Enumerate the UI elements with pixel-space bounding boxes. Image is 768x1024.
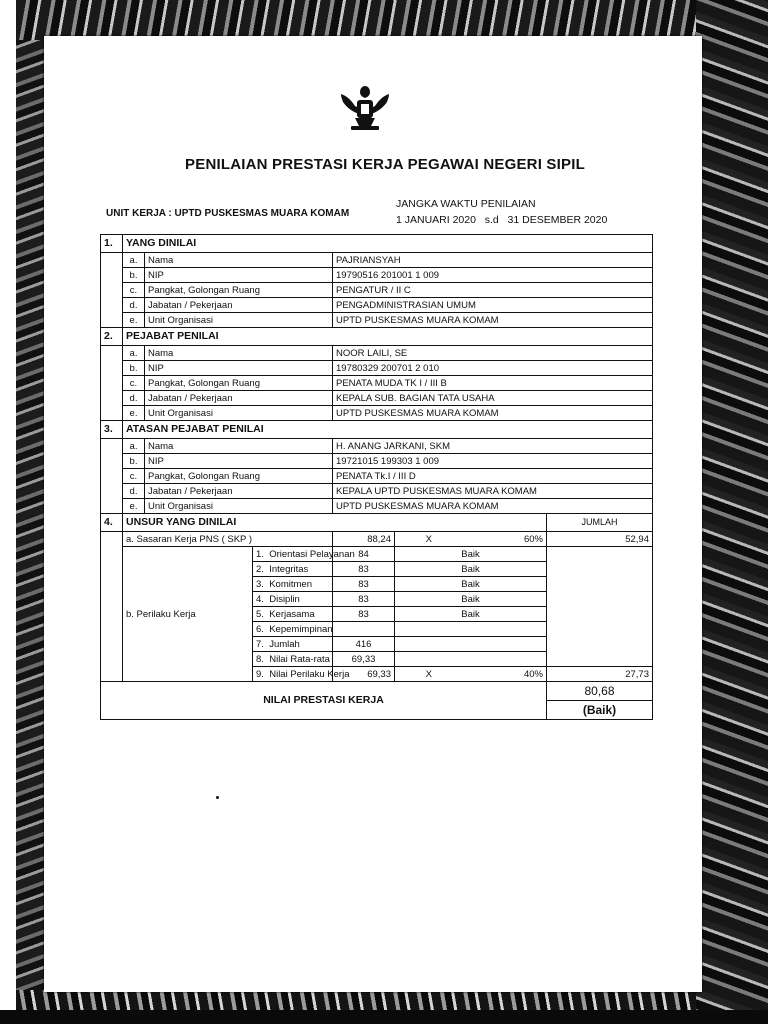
perilaku-item-no: 7. xyxy=(256,638,264,650)
row-label: Jabatan / Pekerjaan xyxy=(145,484,333,499)
perilaku-item-grade xyxy=(395,622,547,637)
row-value: 19790516 201001 1 009 xyxy=(333,268,653,283)
row-label: NIP xyxy=(145,361,333,376)
skp-total: 52,94 xyxy=(547,532,653,547)
perilaku-item-name: Disiplin xyxy=(269,593,300,605)
background-texture-top xyxy=(16,0,696,40)
row-value: H. ANANG JARKANI, SKM xyxy=(333,439,653,454)
perilaku-item-score: 83 xyxy=(333,607,395,622)
section2-row xyxy=(101,361,653,376)
margin-strip xyxy=(0,0,16,1024)
row-label: Jabatan / Pekerjaan xyxy=(145,391,333,406)
perilaku-item-name: Komitmen xyxy=(269,578,312,590)
perilaku-item-label xyxy=(253,652,333,667)
section1-title: YANG DINILAI xyxy=(123,235,653,253)
section3-title: ATASAN PEJABAT PENILAI xyxy=(123,421,653,439)
row-value: KEPALA UPTD PUSKESMAS MUARA KOMAM xyxy=(333,484,653,499)
nilai-perilaku-multiplier: X xyxy=(395,667,463,682)
row-letter: c. xyxy=(123,283,145,298)
section3-indent xyxy=(101,439,123,514)
skp-value: 88,24 xyxy=(333,532,395,547)
section3-header xyxy=(101,421,653,439)
section1-indent xyxy=(101,253,123,328)
perilaku-item-grade: Baik xyxy=(395,577,547,592)
perilaku-item-name: Integritas xyxy=(269,563,309,575)
perilaku-item-score xyxy=(333,622,395,637)
perilaku-item-score: 83 xyxy=(333,562,395,577)
background-texture-right xyxy=(694,0,768,1024)
row-value: 19780329 200701 2 010 xyxy=(333,361,653,376)
row-value: NOOR LAILI, SE xyxy=(333,346,653,361)
assessment-table xyxy=(100,234,653,720)
row-letter: c. xyxy=(123,469,145,484)
section1-row xyxy=(101,298,653,313)
section2-row xyxy=(101,346,653,361)
row-label: NIP xyxy=(145,268,333,283)
row-value: 19721015 199303 1 009 xyxy=(333,454,653,469)
perilaku-item-grade xyxy=(395,637,547,652)
section3-row xyxy=(101,454,653,469)
garuda-emblem-icon xyxy=(337,80,393,136)
row-letter: a. xyxy=(123,253,145,268)
section1-row xyxy=(101,283,653,298)
perilaku-item-no: 8. xyxy=(256,653,264,665)
period-separator: s.d xyxy=(484,214,499,226)
perilaku-item-name: Kerjasama xyxy=(269,608,315,620)
perilaku-item-no: 6. xyxy=(256,623,264,635)
perilaku-item-name: Kepemimpinan xyxy=(269,623,333,635)
section2-row xyxy=(101,391,653,406)
row-letter: e. xyxy=(123,406,145,421)
section1-row xyxy=(101,268,653,283)
section1-header xyxy=(101,235,653,253)
row-value: PENGATUR / II C xyxy=(333,283,653,298)
section2-row xyxy=(101,406,653,421)
row-label: Nama xyxy=(145,346,333,361)
row-value: PAJRIANSYAH xyxy=(333,253,653,268)
perilaku-item-no: 4. xyxy=(256,593,264,605)
section2-indent xyxy=(101,346,123,421)
nilai-perilaku-total: 27,73 xyxy=(547,667,653,682)
section3-number: 3. xyxy=(101,421,123,439)
row-letter: a. xyxy=(123,439,145,454)
nilai-perilaku-score: 69,33 xyxy=(333,667,395,682)
perilaku-item-score: 83 xyxy=(333,577,395,592)
perilaku-item-grade xyxy=(395,652,547,667)
row-label: Pangkat, Golongan Ruang xyxy=(145,376,333,391)
row-letter: b. xyxy=(123,361,145,376)
perilaku-item-score: 84 xyxy=(333,547,395,562)
perilaku-item-name: Orientasi Pelayanan xyxy=(269,548,355,560)
perilaku-item-label xyxy=(253,637,333,652)
row-value: KEPALA SUB. BAGIAN TATA USAHA xyxy=(333,391,653,406)
paper-speck xyxy=(216,796,219,799)
section4-indent xyxy=(101,532,123,682)
period-dates xyxy=(396,212,607,228)
perilaku-kerja-label: b. Perilaku Kerja xyxy=(123,547,253,682)
row-value: PENATA Tk.I / III D xyxy=(333,469,653,484)
row-letter: b. xyxy=(123,454,145,469)
row-letter: d. xyxy=(123,391,145,406)
row-label: Unit Organisasi xyxy=(145,313,333,328)
perilaku-item-label xyxy=(253,547,355,562)
period-end: 31 DESEMBER 2020 xyxy=(507,214,608,226)
background-bottom-strip xyxy=(0,1010,768,1024)
row-value: PENATA MUDA TK I / III B xyxy=(333,376,653,391)
nilai-perilaku-no: 9. xyxy=(256,668,264,680)
row-value: UPTD PUSKESMAS MUARA KOMAM xyxy=(333,313,653,328)
nilai-perilaku-label xyxy=(253,667,350,682)
section2-title: PEJABAT PENILAI xyxy=(123,328,653,346)
row-value: PENGADMINISTRASIAN UMUM xyxy=(333,298,653,313)
perilaku-item-name: Jumlah xyxy=(269,638,300,650)
period-start: 1 JANUARI 2020 xyxy=(396,214,476,226)
nilai-perilaku-name: Nilai Perilaku Kerja xyxy=(269,668,350,680)
section2-number: 2. xyxy=(101,328,123,346)
perilaku-item-label xyxy=(253,622,333,637)
row-letter: a. xyxy=(123,346,145,361)
perilaku-row xyxy=(101,547,653,562)
row-label: Nama xyxy=(145,439,333,454)
section2-row xyxy=(101,376,653,391)
final-score-grade: (Baik) xyxy=(547,701,653,720)
perilaku-item-no: 1. xyxy=(256,548,264,560)
row-label: Unit Organisasi xyxy=(145,406,333,421)
final-score-value: 80,68 xyxy=(547,682,653,701)
row-letter: e. xyxy=(123,499,145,514)
section4-number: 4. xyxy=(101,514,123,532)
perilaku-item-label xyxy=(253,607,333,622)
row-value: UPTD PUSKESMAS MUARA KOMAM xyxy=(333,406,653,421)
nilai-prestasi-kerja-label: NILAI PRESTASI KERJA xyxy=(101,682,547,720)
row-value: UPTD PUSKESMAS MUARA KOMAM xyxy=(333,499,653,514)
row-letter: e. xyxy=(123,313,145,328)
row-label: Unit Organisasi xyxy=(145,499,333,514)
final-score-row xyxy=(101,682,653,701)
perilaku-blank-cell xyxy=(547,547,653,667)
unit-kerja-label: UNIT KERJA : UPTD PUSKESMAS MUARA KOMAM xyxy=(106,208,350,219)
jumlah-header: JUMLAH xyxy=(547,514,653,532)
row-label: Jabatan / Pekerjaan xyxy=(145,298,333,313)
row-label: Nama xyxy=(145,253,333,268)
perilaku-item-label xyxy=(253,562,333,577)
row-letter: c. xyxy=(123,376,145,391)
skp-label: a. Sasaran Kerja PNS ( SKP ) xyxy=(123,532,333,547)
section1-row xyxy=(101,253,653,268)
section3-row xyxy=(101,499,653,514)
section3-row xyxy=(101,469,653,484)
skp-multiplier: X xyxy=(395,532,463,547)
perilaku-item-grade: Baik xyxy=(395,562,547,577)
section3-row xyxy=(101,439,653,454)
perilaku-item-no: 5. xyxy=(256,608,264,620)
section1-row xyxy=(101,313,653,328)
perilaku-item-grade: Baik xyxy=(395,592,547,607)
perilaku-item-name: Nilai Rata-rata xyxy=(269,653,330,665)
nilai-perilaku-percentage: 40% xyxy=(463,667,547,682)
row-letter: d. xyxy=(123,298,145,313)
background-texture-left xyxy=(16,0,44,1024)
skp-row xyxy=(101,532,653,547)
row-label: Pangkat, Golongan Ruang xyxy=(145,283,333,298)
perilaku-item-grade: Baik xyxy=(395,547,547,562)
perilaku-item-score: 416 xyxy=(333,637,395,652)
document-title: PENILAIAN PRESTASI KERJA PEGAWAI NEGERI SIPIL xyxy=(185,156,585,173)
perilaku-item-label xyxy=(253,577,333,592)
section4-header xyxy=(101,514,653,532)
period-label: JANGKA WAKTU PENILAIAN xyxy=(396,198,536,210)
perilaku-item-no: 3. xyxy=(256,578,264,590)
row-letter: b. xyxy=(123,268,145,283)
section2-header xyxy=(101,328,653,346)
row-label: Pangkat, Golongan Ruang xyxy=(145,469,333,484)
skp-percentage: 60% xyxy=(463,532,547,547)
section4-title: UNSUR YANG DINILAI xyxy=(123,514,547,532)
perilaku-item-score: 69,33 xyxy=(333,652,395,667)
perilaku-item-score: 83 xyxy=(333,592,395,607)
period-block xyxy=(396,196,607,228)
perilaku-item-no: 2. xyxy=(256,563,264,575)
section3-row xyxy=(101,484,653,499)
perilaku-item-label xyxy=(253,592,333,607)
section1-number: 1. xyxy=(101,235,123,253)
row-letter: d. xyxy=(123,484,145,499)
row-label: NIP xyxy=(145,454,333,469)
perilaku-item-grade: Baik xyxy=(395,607,547,622)
